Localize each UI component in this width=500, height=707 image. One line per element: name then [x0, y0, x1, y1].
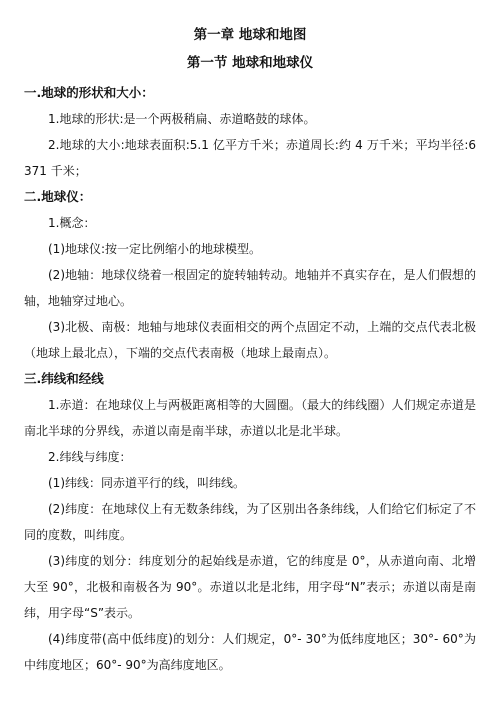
heading-shape-and-size: 一.地球的形状和大小：: [24, 85, 154, 100]
paragraph-earth-shape: 1.地球的形状:是一个两极稍扁、赤道略鼓的球体。: [48, 112, 316, 126]
paragraph-latitude-intro: 2.纬线与纬度：: [48, 450, 132, 464]
paragraph-equator: 1.赤道：在地球仪上与两极距离相等的大圆圈。（最大的纬线圈）人们规定赤道是南北半球的分界线，赤道以南是南半球，赤道以北是北半球。: [24, 398, 476, 438]
heading-globe: 二.地球仪：: [24, 189, 92, 204]
paragraph-globe-definition: (1)地球仪:按一定比例缩小的地球模型。: [48, 242, 262, 256]
paragraph-latitude-line: (1)纬线：同赤道平行的线，叫纬线。: [48, 476, 245, 490]
paragraph-latitude-division: (3)纬度的划分：纬度划分的起始线是赤道，它的纬度是 0°，从赤道向南、北增大至 90°，北极和南极各为 90°。赤道以北是北纬，用字母“N”表示；赤道以南是南纬，用字母“S”表示。: [24, 554, 476, 620]
chapter-title: 第一章 地球和地图: [193, 27, 307, 43]
paragraph-poles: (3)北极、南极：地轴与地球仪表面相交的两个点固定不动，上端的交点代表北极（地球上最北点），下端的交点代表南极（地球上最南点）。: [24, 320, 476, 360]
heading-latitude-longitude: 三.纬线和经线: [24, 371, 104, 386]
paragraph-concept: 1.概念：: [48, 216, 96, 230]
section-title: 第一节 地球和地球仪: [186, 55, 314, 71]
paragraph-earth-axis: (2)地轴：地球仪绕着一根固定的旋转轴转动。地轴并不真实存在，是人们假想的轴，地轴穿过地心。: [24, 268, 476, 308]
paragraph-latitude-degree: (2)纬度：在地球仪上有无数条纬线，为了区别出各条纬线，人们给它们标定了不同的度数，叫纬度。: [24, 502, 476, 542]
paragraph-earth-size: 2.地球的大小:地球表面积:5.1 亿平方千米；赤道周长:约 4 万千米；平均半径:6371 千米；: [24, 138, 476, 178]
paragraph-latitude-zones: (4)纬度带(高中低纬度)的划分：人们规定，0°- 30°为低纬度地区；30°- 60°为中纬度地区；60°- 90°为高纬度地区。: [24, 632, 476, 672]
